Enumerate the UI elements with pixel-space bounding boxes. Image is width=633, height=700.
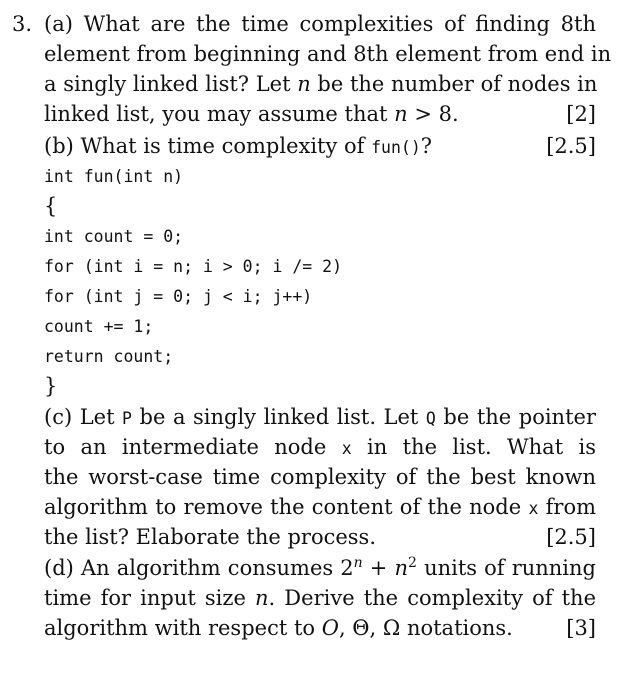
part-c-line-1-a: (c) Let (44, 405, 123, 429)
math-gt-8: > 8. (407, 102, 459, 126)
math-big-o: O (321, 616, 339, 640)
var-x-2: x (528, 499, 539, 518)
part-c-line-1-b: be a singly linked list. Let (131, 405, 426, 429)
part-b-line (44, 131, 596, 161)
part-c-line-3: the worst-case time complexity of the best known (44, 465, 596, 489)
code-line-3: for (int j = 0; j < i; j++) (44, 287, 313, 306)
variable-n: n (297, 72, 311, 96)
part-d-line-2-a: time for input size (44, 586, 255, 610)
code-signature: int fun(int n) (44, 167, 184, 186)
math-n-squared-base: n (394, 556, 409, 580)
part-c-line-1 (44, 402, 596, 432)
part-d-line-1 (44, 553, 596, 583)
plus-sign: + (362, 556, 395, 580)
part-a-line-3-pre: a singly linked list? Let (44, 72, 298, 96)
part-d-line-2 (44, 583, 596, 613)
part-d-line-1-a: (d) An algorithm consumes 2 (44, 556, 354, 580)
question-number: 3. (12, 12, 33, 36)
part-b-marks: [2.5] (546, 134, 596, 158)
part-c-line-5-text: the list? Elaborate the process. (44, 525, 377, 549)
part-d-line-2-b: . Derive the complexity of the (268, 586, 596, 610)
code-line-4: count += 1; (44, 317, 154, 336)
sup-2: 2 (408, 555, 417, 571)
part-a-line-4 (44, 99, 596, 129)
part-a-line-3 (44, 69, 596, 99)
part-a-line-2: element from beginning and 8th element from end in (44, 42, 612, 66)
part-c-line-2-b: in the list. What is (351, 435, 596, 459)
part-c-line-4-b: from (538, 495, 597, 519)
part-a-marks: [2] (566, 102, 596, 126)
part-a-line-4-pre: linked list, you may assume that (44, 102, 395, 126)
part-a-line-4-text (44, 99, 459, 129)
var-x: x (341, 439, 352, 458)
code-line-2: for (int i = n; i > 0; i /= 2) (44, 257, 343, 276)
math-n: n (394, 102, 408, 126)
part-d-line-3-text (44, 613, 513, 643)
part-c-marks: [2.5] (546, 525, 596, 549)
part-c-line-2 (44, 432, 596, 462)
code-close-brace: } (44, 374, 58, 398)
part-c-line-5 (44, 522, 596, 552)
part-d-line-3 (44, 613, 596, 643)
func-name: fun() (371, 138, 421, 157)
math-n-2: n (255, 586, 269, 610)
part-b-pre: (b) What is time complexity of (44, 134, 372, 158)
part-b-post: ? (420, 134, 433, 158)
part-c-line-4 (44, 492, 596, 522)
part-b-text (44, 131, 432, 161)
var-q: Q (425, 409, 436, 428)
part-d-line-3-a: algorithm with respect to (44, 616, 322, 640)
code-line-1: int count = 0; (44, 227, 184, 246)
part-d-marks: [3] (566, 616, 596, 640)
part-a-line-3-post: be the number of nodes in (310, 72, 598, 96)
sup-n: n (353, 555, 363, 571)
part-c-line-1-c: be the pointer (435, 405, 596, 429)
var-p: P (122, 409, 132, 428)
part-c-line-4-a: algorithm to remove the content of the node (44, 495, 529, 519)
part-a-line-1: (a) What are the time complexities of finding 8th (44, 12, 596, 36)
code-line-5: return count; (44, 347, 174, 366)
part-d-line-1-b: units of running (416, 556, 596, 580)
code-open-brace: { (44, 194, 58, 218)
part-d-line-3-b: , Θ, Ω notations. (338, 616, 513, 640)
part-c-line-2-a: to an intermediate node (44, 435, 342, 459)
